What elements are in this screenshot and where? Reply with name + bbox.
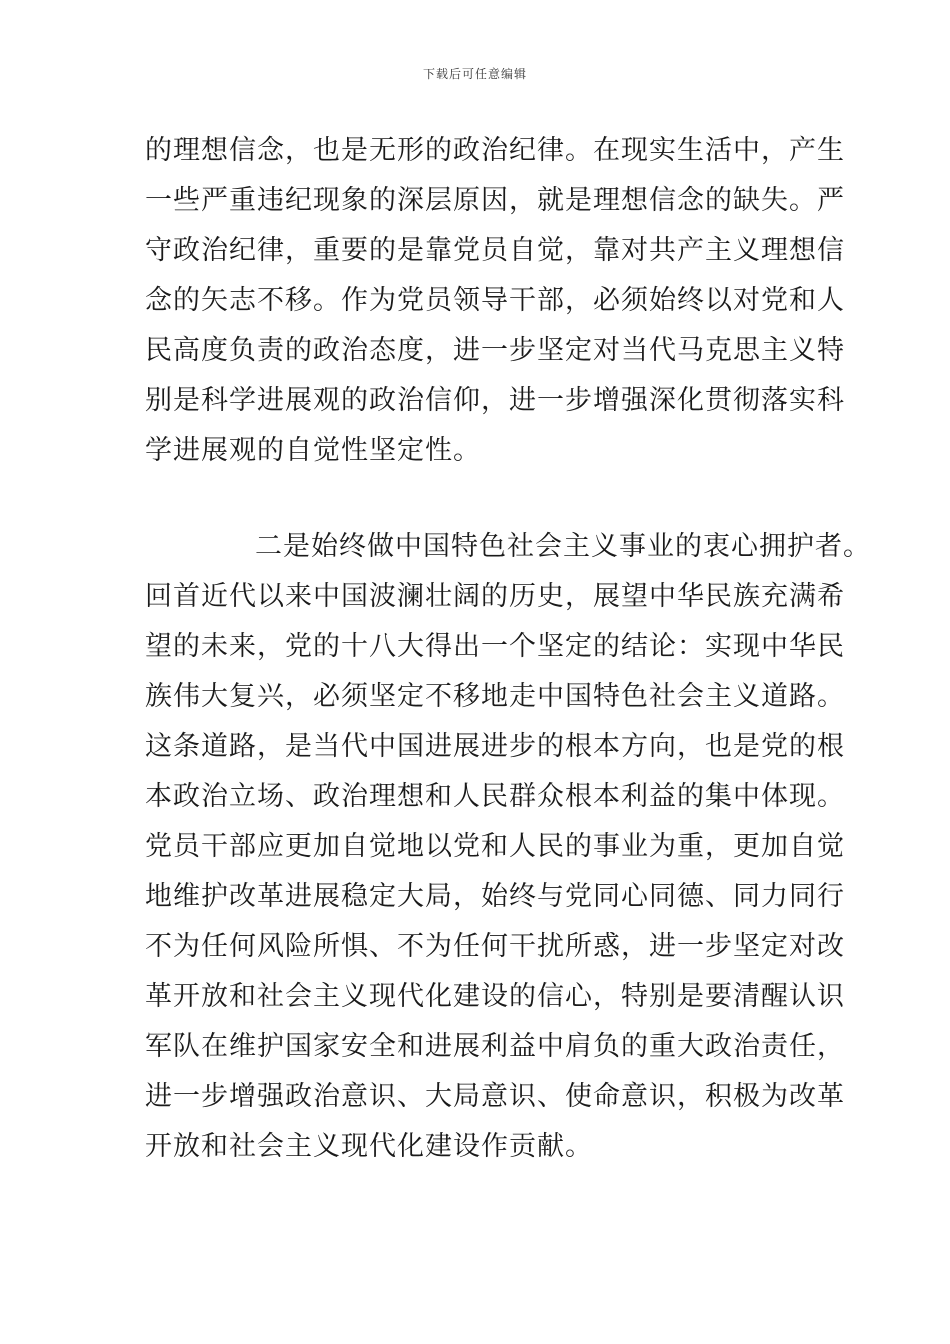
text-line: 进一步增强政治意识、大局意识、使命意识，积极为改革 <box>145 1081 845 1112</box>
text-line: 守政治纪律，重要的是靠党员自觉，靠对共产主义理想信 <box>145 235 845 266</box>
text-line-indented: 二是始终做中国特色社会主义事业的衷心拥护者。 <box>255 531 871 562</box>
text-line: 望的未来，党的十八大得出一个坚定的结论：实现中华民 <box>145 631 845 662</box>
text-line: 学进展观的自觉性坚定性。 <box>145 435 481 466</box>
text-line: 念的矢志不移。作为党员领导干部，必须始终以对党和人 <box>145 285 845 316</box>
paragraph-1 <box>145 126 845 476</box>
text-line: 族伟大复兴，必须坚定不移地走中国特色社会主义道路。 <box>145 681 845 712</box>
text-line: 民高度负责的政治态度，进一步坚定对当代马克思主义特 <box>145 335 845 366</box>
text-line: 一些严重违纪现象的深层原因，就是理想信念的缺失。严 <box>145 185 845 216</box>
text-line: 开放和社会主义现代化建设作贡献。 <box>145 1131 593 1162</box>
paragraph-2 <box>145 522 871 1172</box>
text-line: 党员干部应更加自觉地以党和人民的事业为重，更加自觉 <box>145 831 845 862</box>
text-line: 回首近代以来中国波澜壮阔的历史，展望中华民族充满希 <box>145 581 845 612</box>
text-line: 革开放和社会主义现代化建设的信心，特别是要清醒认识 <box>145 981 845 1012</box>
page-header: 下载后可任意编辑 <box>422 67 527 81</box>
text-line: 这条道路，是当代中国进展进步的根本方向，也是党的根 <box>145 731 845 762</box>
text-line: 的理想信念，也是无形的政治纪律。在现实生活中，产生 <box>145 135 845 166</box>
text-line: 本政治立场、政治理想和人民群众根本利益的集中体现。 <box>145 781 845 812</box>
text-line: 别是科学进展观的政治信仰，进一步增强深化贯彻落实科 <box>145 385 845 416</box>
text-line: 不为任何风险所惧、不为任何干扰所惑，进一步坚定对改 <box>145 931 845 962</box>
text-line: 地维护改革进展稳定大局，始终与党同心同德、同力同行 <box>145 881 845 912</box>
text-line: 军队在维护国家安全和进展利益中肩负的重大政治责任， <box>145 1031 845 1062</box>
